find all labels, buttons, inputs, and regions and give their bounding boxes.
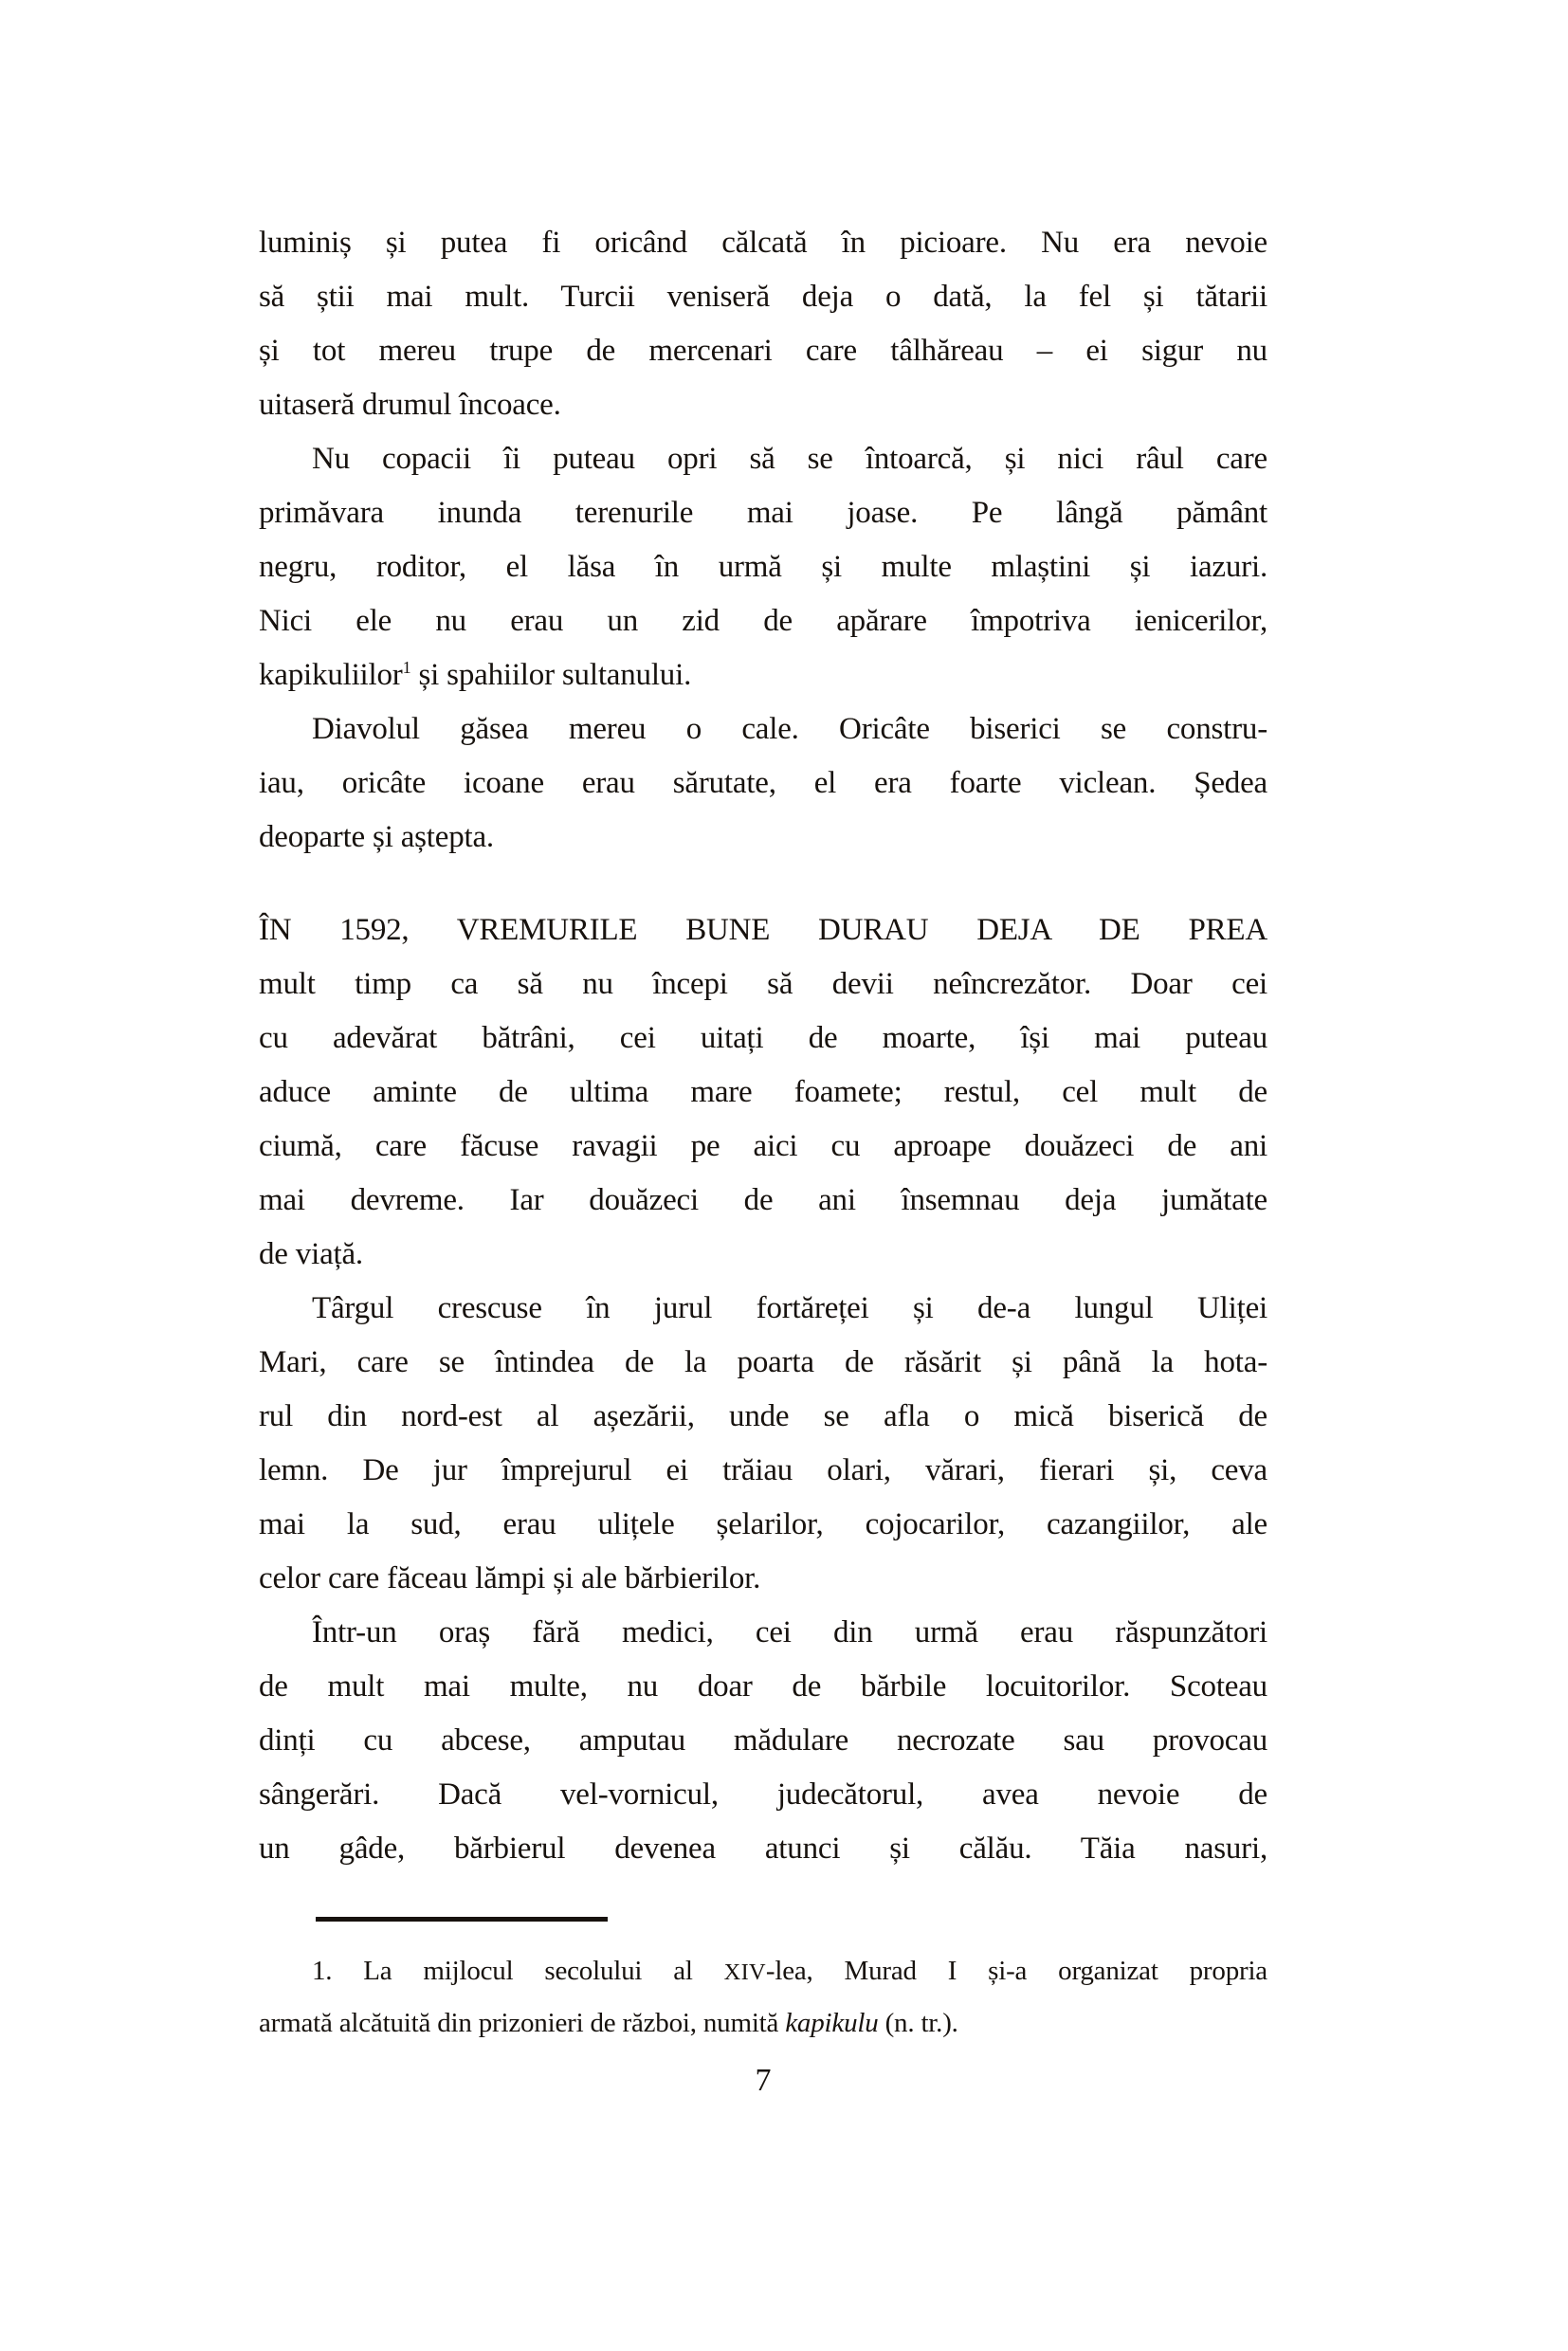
text-line: de mult mai multe, nu doar de bărbile locuitorilor. Scoteau — [259, 1669, 1267, 1704]
text-line: ciumă, care făcuse ravagii pe aici cu aproape douăzeci de ani — [259, 1129, 1267, 1163]
paragraph — [259, 1606, 1267, 1876]
italic-term: kapikulu — [785, 2008, 879, 2038]
text-line: 1. La mijlocul secolului al XIV-lea, Murad I și-a organizat propria — [312, 1956, 1267, 1986]
text-line: rul din nord-est al așezării, unde se afla o mică biserică de — [259, 1399, 1267, 1433]
text-line: dinți cu abcese, amputau mădulare necrozate sau provocau — [259, 1723, 1267, 1758]
text-line: ÎN 1592, VREMURILE BUNE DURAU DEJA DE PREA — [259, 913, 1267, 947]
text-line: iau, oricâte icoane erau sărutate, el era foarte viclean. Ședea — [259, 766, 1267, 800]
footnote-reference: 1 — [402, 658, 411, 677]
text-line: Târgul crescuse în jurul fortăreței și de-a lungul Uliței — [312, 1291, 1267, 1325]
text-line: Mari, care se întindea de la poarta de răsărit și până la hota- — [259, 1345, 1267, 1379]
text-line: mai la sud, erau ulițele șelarilor, cojocarilor, cazangiilor, ale — [259, 1507, 1267, 1541]
section-opening-paragraph — [259, 903, 1267, 1282]
text-line: sângerări. Dacă vel-vornicul, judecătorul, avea nevoie de — [259, 1777, 1267, 1812]
text-line: mult timp ca să nu începi să devii neîncrezător. Doar cei — [259, 967, 1267, 1001]
text-line: armată alcătuită din prizonieri de război, numită kapikulu (n. tr.). — [259, 2008, 958, 2038]
text-line: aduce aminte de ultima mare foamete; restul, cel mult de — [259, 1075, 1267, 1109]
text-line: cu adevărat bătrâni, cei uitați de moarte, își mai puteau — [259, 1021, 1267, 1055]
text-line: un gâde, bărbierul devenea atunci și călău. Tăia nasuri, — [259, 1832, 1267, 1866]
text-line: Nici ele nu erau un zid de apărare împotriva ienicerilor, — [259, 604, 1267, 638]
text-line: negru, roditor, el lăsa în urmă și multe mlaștini și iazuri. — [259, 550, 1267, 584]
text-line: mai devreme. Iar douăzeci de ani însemnau deja jumătate — [259, 1183, 1267, 1217]
text-line: deoparte și aștepta. — [259, 820, 494, 854]
text-line: de viață. — [259, 1237, 363, 1271]
text-block — [259, 216, 1267, 1876]
footnote-separator — [316, 1917, 608, 1922]
text-line: și tot mereu trupe de mercenari care tâlhăreau – ei sigur nu — [259, 334, 1267, 368]
small-caps-numeral: XIV — [723, 1959, 766, 1985]
text-line: Nu copacii îi puteau opri să se întoarcă, și nici râul care — [312, 442, 1267, 476]
text-line: uitaseră drumul încoace. — [259, 388, 561, 422]
paragraph — [259, 702, 1267, 865]
page-number: 7 — [755, 2063, 772, 2098]
text-line: kapikuliilor$^1$ și spahiilor sultanului. — [259, 658, 692, 692]
text-line: să știi mai mult. Turcii veniseră deja o dată, la fel și tătarii — [259, 280, 1267, 314]
paragraph — [259, 1282, 1267, 1606]
text-line: luminiș și putea fi oricând călcată în picioare. Nu era nevoie — [259, 226, 1267, 260]
text-line: Diavolul găsea mereu o cale. Oricâte biserici se constru- — [312, 712, 1267, 746]
text-line: lemn. De jur împrejurul ei trăiau olari, vărari, fierari și, ceva — [259, 1453, 1267, 1487]
text-line: primăvara inunda terenurile mai joase. Pe lângă pământ — [259, 496, 1267, 530]
paragraph — [259, 432, 1267, 702]
footnote — [259, 1945, 1267, 2050]
text-line: Într-un oraș fără medici, cei din urmă erau răspunzători — [312, 1615, 1267, 1649]
text-line: celor care făceau lămpi și ale bărbierilor. — [259, 1561, 761, 1595]
paragraph — [259, 216, 1267, 432]
